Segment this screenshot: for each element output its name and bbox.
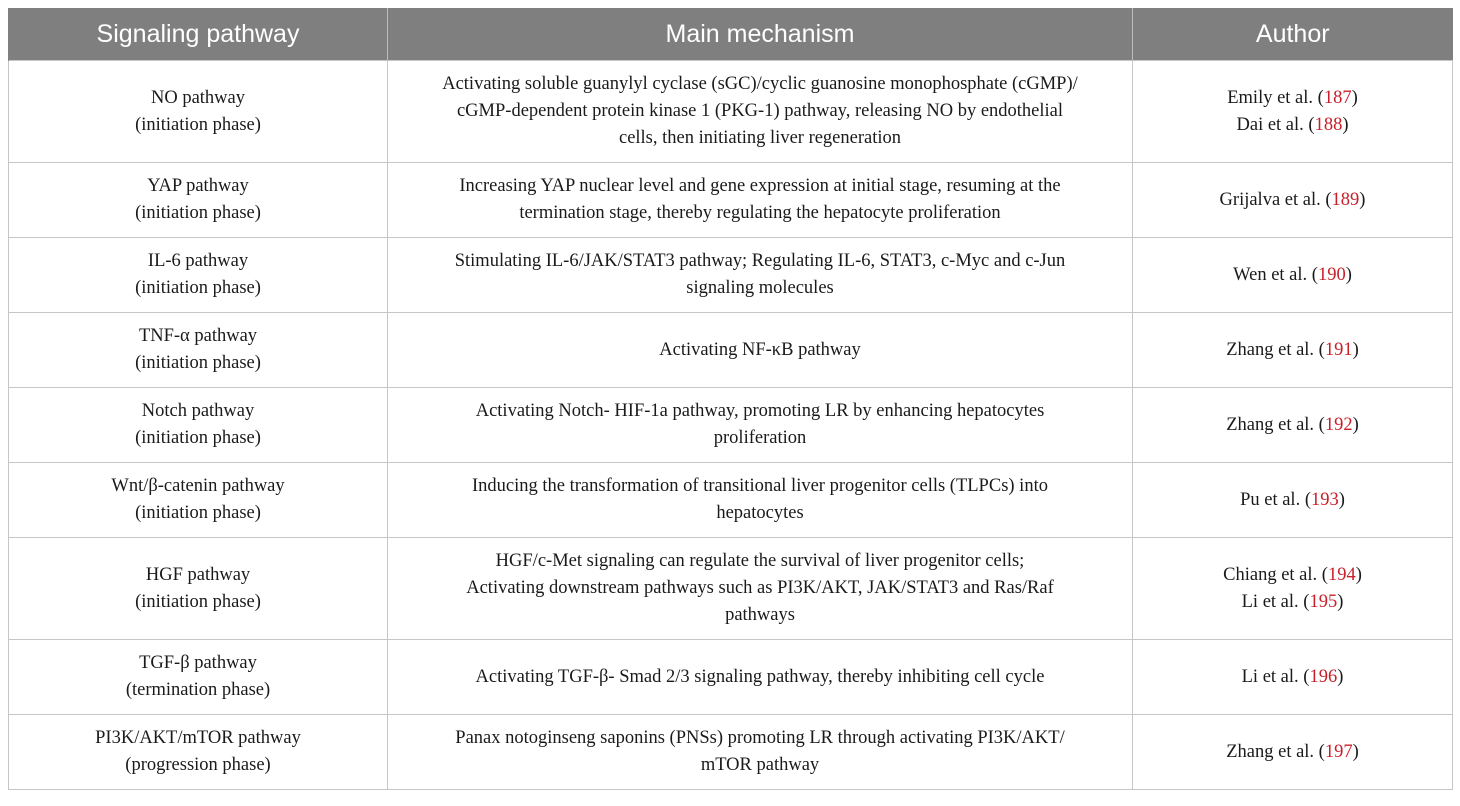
citation-close: ) — [1351, 87, 1358, 108]
pathway-name: PI3K/AKT/mTOR pathway — [95, 728, 301, 748]
reference-link[interactable]: 194 — [1327, 564, 1356, 585]
pathway-cell — [9, 715, 388, 790]
header-row — [9, 8, 1453, 61]
author-name: Zhang et al. ( — [1226, 339, 1325, 360]
mechanism-cell — [388, 538, 1133, 640]
citation-close: ) — [1352, 339, 1359, 360]
author-cell — [1133, 640, 1453, 715]
table-row — [9, 640, 1453, 715]
author-citation — [1149, 262, 1436, 289]
table-row — [9, 313, 1453, 388]
signaling-pathway-table — [8, 8, 1453, 790]
mechanism-text-line: cGMP-dependent protein kinase 1 (PKG-1) pathway, releasing NO by endothelial — [456, 101, 1064, 121]
mechanism-text-line: mTOR pathway — [700, 755, 820, 775]
mechanism-cell — [388, 163, 1133, 238]
mechanism-text-line: termination stage, thereby regulating the hepatocyte proliferation — [519, 203, 1001, 223]
author-name: Li et al. ( — [1241, 591, 1310, 612]
reference-link[interactable]: 192 — [1324, 414, 1353, 435]
pathway-cell — [9, 388, 388, 463]
mechanism-cell — [388, 463, 1133, 538]
header-author: Author — [1133, 8, 1453, 61]
pathway-phase: (initiation phase) — [135, 203, 261, 223]
reference-link[interactable]: 188 — [1314, 114, 1343, 135]
author-citation — [1149, 589, 1436, 616]
table-header — [9, 8, 1453, 61]
author-citation — [1149, 187, 1436, 214]
citation-close: ) — [1352, 414, 1359, 435]
author-citation — [1149, 739, 1436, 766]
author-citation — [1149, 337, 1436, 364]
pathway-phase: (initiation phase) — [135, 591, 261, 612]
mechanism-text-line: HGF/c-Met signaling can regulate the survival of liver progenitor cells; — [495, 551, 1025, 571]
pathway-cell — [9, 640, 388, 715]
author-name: Dai et al. ( — [1236, 114, 1315, 135]
pathway-cell — [9, 238, 388, 313]
mechanism-text-line: proliferation — [713, 428, 807, 448]
author-citation — [1149, 562, 1436, 589]
pathway-cell — [9, 463, 388, 538]
table-row — [9, 388, 1453, 463]
pathway-name: Wnt/β-catenin pathway — [111, 476, 285, 496]
pathway-name: TGF-β pathway — [139, 653, 257, 673]
author-cell — [1133, 61, 1453, 163]
mechanism-text-line: Inducing the transformation of transitional liver progenitor cells (TLPCs) into — [472, 476, 1048, 496]
mechanism-cell — [388, 640, 1133, 715]
reference-link[interactable]: 196 — [1309, 666, 1338, 687]
author-name: Zhang et al. ( — [1226, 414, 1325, 435]
pathway-phase: (progression phase) — [125, 755, 271, 775]
reference-link[interactable]: 191 — [1324, 339, 1353, 360]
citation-close: ) — [1355, 564, 1362, 585]
mechanism-text-line: Activating TGF-β- Smad 2/3 signaling pathway, thereby inhibiting cell cycle — [475, 666, 1045, 687]
citation-close: ) — [1342, 114, 1349, 135]
author-citation — [1149, 487, 1436, 514]
pathway-phase: (termination phase) — [125, 680, 271, 700]
citation-close: ) — [1345, 264, 1352, 285]
pathway-cell — [9, 163, 388, 238]
mechanism-cell — [388, 238, 1133, 313]
pathway-name: IL-6 pathway — [147, 251, 249, 271]
mechanism-text-line: Increasing YAP nuclear level and gene expression at initial stage, resuming at the — [459, 176, 1061, 196]
mechanism-cell — [388, 715, 1133, 790]
table-body — [9, 61, 1453, 790]
author-name: Emily et al. ( — [1227, 87, 1324, 108]
author-name: Pu et al. ( — [1240, 489, 1311, 510]
pathway-name: NO pathway — [150, 87, 246, 108]
reference-link[interactable]: 189 — [1331, 189, 1360, 210]
pathway-name: HGF pathway — [145, 564, 251, 585]
mechanism-text-line: pathways — [725, 605, 795, 625]
mechanism-text-line: Activating NF-κB pathway — [659, 339, 861, 360]
pathway-phase: (initiation phase) — [135, 428, 261, 448]
author-name: Zhang et al. ( — [1226, 741, 1325, 762]
table-row — [9, 163, 1453, 238]
mechanism-text-line: Activating Notch- HIF-1a pathway, promoting LR by enhancing hepatocytes — [475, 401, 1045, 421]
mechanism-text-line: cells, then initiating liver regeneration — [618, 128, 902, 148]
pathway-cell — [9, 538, 388, 640]
mechanism-cell — [388, 61, 1133, 163]
author-cell — [1133, 463, 1453, 538]
author-cell — [1133, 313, 1453, 388]
author-cell — [1133, 538, 1453, 640]
pathway-name: Notch pathway — [141, 401, 255, 421]
pathway-table-container — [8, 8, 1452, 790]
table-row — [9, 61, 1453, 163]
pathway-phase: (initiation phase) — [135, 503, 261, 523]
reference-link[interactable]: 193 — [1310, 489, 1339, 510]
mechanism-text-line: Stimulating IL-6/JAK/STAT3 pathway; Regulating IL-6, STAT3, c-Myc and c-Jun — [454, 251, 1066, 271]
table-row — [9, 538, 1453, 640]
mechanism-text-line: Activating soluble guanylyl cyclase (sGC)/cyclic guanosine monophosphate (cGMP)/ — [442, 74, 1078, 94]
pathway-phase: (initiation phase) — [135, 278, 261, 298]
author-name: Chiang et al. ( — [1223, 564, 1328, 585]
pathway-phase: (initiation phase) — [135, 114, 261, 135]
citation-close: ) — [1359, 189, 1366, 210]
author-citation — [1149, 664, 1436, 691]
mechanism-cell — [388, 313, 1133, 388]
header-main-mechanism: Main mechanism — [388, 8, 1133, 61]
author-citation — [1149, 412, 1436, 439]
author-name: Li et al. ( — [1241, 666, 1310, 687]
pathway-phase: (initiation phase) — [135, 353, 261, 373]
citation-close: ) — [1337, 591, 1344, 612]
author-name: Grijalva et al. ( — [1219, 189, 1332, 210]
author-citation — [1149, 112, 1436, 139]
mechanism-text-line: Panax notoginseng saponins (PNSs) promoting LR through activating PI3K/AKT/ — [455, 728, 1065, 748]
reference-link[interactable]: 190 — [1317, 264, 1346, 285]
pathway-name: TNF-α pathway — [138, 326, 258, 346]
author-cell — [1133, 163, 1453, 238]
reference-link[interactable]: 195 — [1309, 591, 1338, 612]
pathway-cell — [9, 313, 388, 388]
author-cell — [1133, 238, 1453, 313]
reference-link[interactable]: 197 — [1324, 741, 1353, 762]
citation-close: ) — [1337, 666, 1344, 687]
header-signaling-pathway: Signaling pathway — [9, 8, 388, 61]
mechanism-text-line: signaling molecules — [686, 278, 834, 298]
author-citation — [1149, 85, 1436, 112]
author-cell — [1133, 715, 1453, 790]
table-row — [9, 463, 1453, 538]
pathway-name: YAP pathway — [147, 176, 249, 196]
table-row — [9, 715, 1453, 790]
citation-close: ) — [1352, 741, 1359, 762]
author-name: Wen et al. ( — [1233, 264, 1318, 285]
citation-close: ) — [1338, 489, 1345, 510]
reference-link[interactable]: 187 — [1323, 87, 1352, 108]
pathway-cell — [9, 61, 388, 163]
mechanism-cell — [388, 388, 1133, 463]
mechanism-text-line: Activating downstream pathways such as PI3K/AKT, JAK/STAT3 and Ras/Raf — [466, 578, 1054, 598]
author-cell — [1133, 388, 1453, 463]
table-row — [9, 238, 1453, 313]
mechanism-text-line: hepatocytes — [716, 503, 804, 523]
